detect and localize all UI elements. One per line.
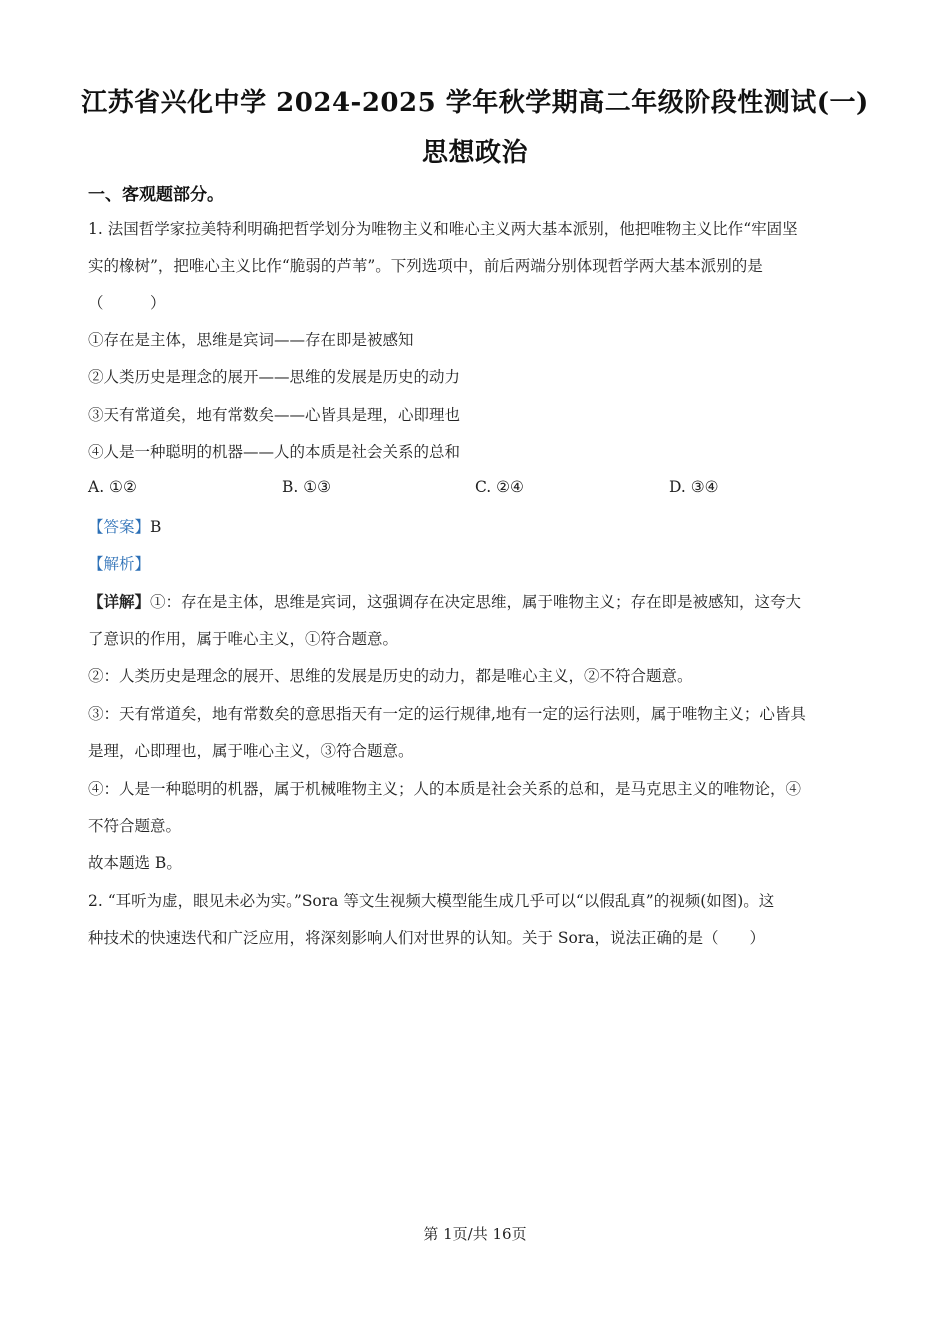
q1-stem-line: 实的橡树”，把唯心主义比作“脆弱的芦苇”。下列选项中，前后两端分别体现哲学两大基本派别的是: [88, 257, 763, 275]
detail-line: ③：天有常道矣，地有常数矣的意思指天有一定的运行规律,地有一定的运行法则，属于唯物主义；心皆具: [88, 705, 806, 723]
detail-line: ④：人是一种聪明的机器，属于机械唯物主义；人的本质是社会关系的总和，是马克思主义的唯物论，④: [88, 780, 802, 798]
conclusion-line: 故本题选 B。: [88, 854, 182, 872]
q1-choices: [88, 478, 868, 500]
choice-d: D. ③④: [669, 478, 719, 496]
detail-line: [88, 591, 868, 613]
exam-title: 江苏省兴化中学 2024-2025 学年秋学期高二年级阶段性测试(一): [81, 88, 869, 118]
q1-option: ②人类历史是理念的展开——思维的发展是历史的动力: [88, 368, 461, 386]
answer-tag: 【答案】: [88, 518, 151, 536]
section-heading: 一、客观题部分。: [88, 185, 224, 205]
choice-a: A. ①②: [88, 478, 137, 496]
analysis-tag: 【解析】: [88, 555, 151, 573]
q1-stem-line: （ ）: [88, 294, 166, 312]
q1-option: ④人是一种聪明的机器——人的本质是社会关系的总和: [88, 443, 461, 461]
q1-option: ①存在是主体，思维是宾词——存在即是被感知: [88, 331, 414, 349]
choice-b: B. ①③: [282, 478, 332, 496]
answer-value: B: [150, 518, 162, 536]
q2-stem-line: 2. “耳听为虚，眼见未必为实。”Sora 等文生视频大模型能生成几乎可以“以假乱真”的视频(如图)。这: [88, 892, 775, 910]
analysis-line: [88, 553, 868, 575]
answer-line: [88, 516, 868, 538]
detail-line: 不符合题意。: [88, 817, 182, 835]
choice-c: C. ②④: [475, 478, 524, 496]
q2-stem-line: 种技术的快速迭代和广泛应用，将深刻影响人们对世界的认知。关于 Sora，说法正确的是（ ）: [88, 929, 766, 947]
page-number: 第 1页/共 16页: [423, 1225, 527, 1243]
detail-line: ②：人类历史是理念的展开、思维的发展是历史的动力，都是唯心主义，②不符合题意。: [88, 667, 693, 685]
q1-stem-line: 1. 法国哲学家拉美特利明确把哲学划分为唯物主义和唯心主义两大基本派别，他把唯物主义比作“牢固坚: [88, 220, 798, 238]
q1-option: ③天有常道矣，地有常数矣——心皆具是理，心即理也: [88, 406, 461, 424]
detail-line: 是理，心即理也，属于唯心主义，③符合题意。: [88, 742, 414, 760]
subject-title: 思想政治: [421, 138, 528, 168]
detail-line: 了意识的作用，属于唯心主义，①符合题意。: [88, 630, 399, 648]
detail-text: ①：存在是主体，思维是宾词，这强调存在决定思维，属于唯物主义；存在即是被感知，这夸大: [150, 593, 802, 611]
detail-tag: 【详解】: [88, 592, 151, 611]
